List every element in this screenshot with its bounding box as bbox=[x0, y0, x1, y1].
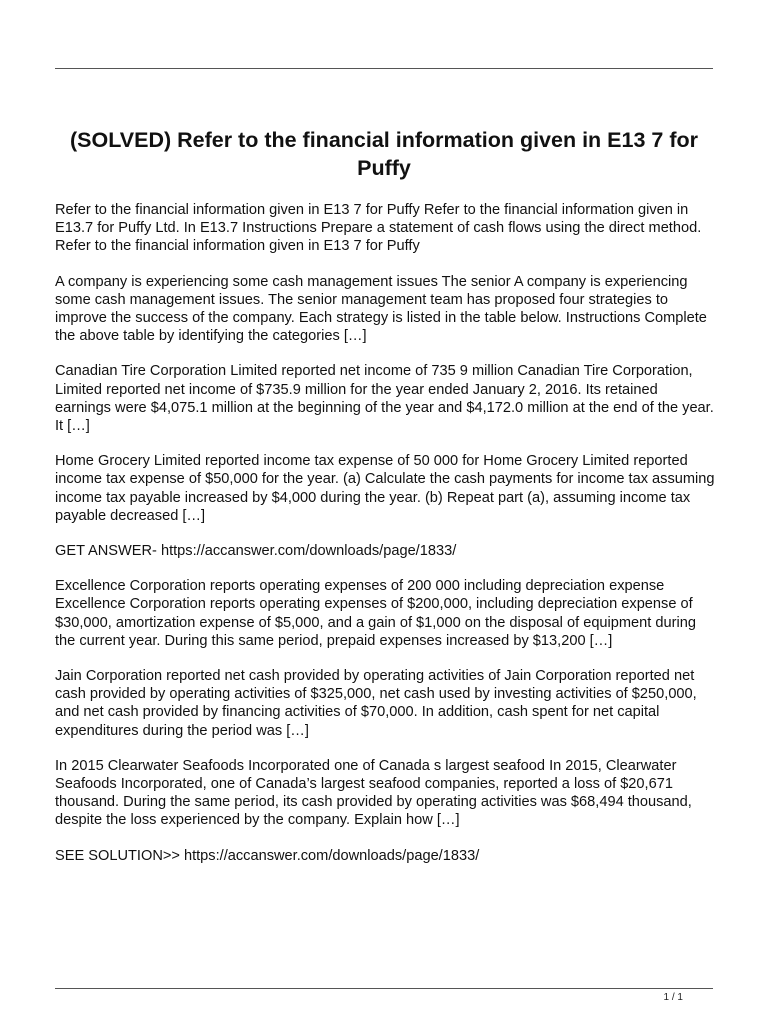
page-title: (SOLVED) Refer to the financial information given in E13 7 for Puffy bbox=[70, 128, 698, 180]
get-answer-link[interactable]: GET ANSWER- https://accanswer.com/downloads/page/1833/ bbox=[55, 543, 457, 560]
header-rule bbox=[55, 68, 713, 69]
footer-rule bbox=[55, 988, 713, 989]
paragraph-puffy: Refer to the financial information given in E13 7 for Puffy Refer to the financial information given in E13.7 for Puffy Ltd. In E13.7 Instructions Prepare a statement of cash flows using the direct method. Refer to the financial information given in E13 7 for Puffy bbox=[55, 202, 702, 255]
paragraph-jain-corporation: Jain Corporation reported net cash provided by operating activities of Jain Corporation reported net cash provided by operating activities of $325,000, net cash used by investing activities of $250,000, and net cash provided by financing activities of $70,000. In addition, cash spent for net capital expenditures during the period was […] bbox=[55, 668, 697, 739]
page-number: 1 / 1 bbox=[663, 992, 683, 1003]
paragraph-clearwater-seafoods: In 2015 Clearwater Seafoods Incorporated one of Canada s largest seafood In 2015, Clearwater Seafoods Incorporated, one of Canada’s largest seafood companies, reported a loss of $20,671 thousand. During the same period, its cash provided by operating activities was $68,494 thousand, despite the loss experienced by the company. Explain how […] bbox=[55, 757, 692, 829]
document-body bbox=[55, 201, 717, 882]
paragraph-cash-management: A company is experiencing some cash management issues The senior A company is experiencing some cash management issues. The senior management team has proposed four strategies to improve the success of the company. Each strategy is listed in the table below. Instructions Complete the above table by identifying the categories […] bbox=[55, 273, 707, 345]
paragraph-canadian-tire: Canadian Tire Corporation Limited reported net income of 735 9 million Canadian Tire Corporation, Limited reported net income of $735.9 million for the year ended January 2, 2016. Its retained earnings were $4,075.1 million at the beginning of the year and $4,172.0 million at the end of the year. It […] bbox=[55, 363, 714, 435]
paragraph-home-grocery: Home Grocery Limited reported income tax expense of 50 000 for Home Grocery Limited reported income tax expense of $50,000 for the year. (a) Calculate the cash payments for income tax assuming income tax payable increased by $4,000 during the year. (b) Repeat part (a), assuming income tax payable decreased […] bbox=[55, 453, 715, 524]
see-solution-link[interactable]: SEE SOLUTION>> https://accanswer.com/downloads/page/1833/ bbox=[55, 847, 480, 864]
paragraph-excellence-corporation: Excellence Corporation reports operating expenses of 200 000 including depreciation expense Excellence Corporation reports operating expenses of $200,000, including depreciation expense of $30,000, amortization expense of $5,000, and a gain of $1,000 on the disposal of equipment during the current year. During this same period, prepaid expenses increased by $13,200 […] bbox=[55, 578, 696, 649]
